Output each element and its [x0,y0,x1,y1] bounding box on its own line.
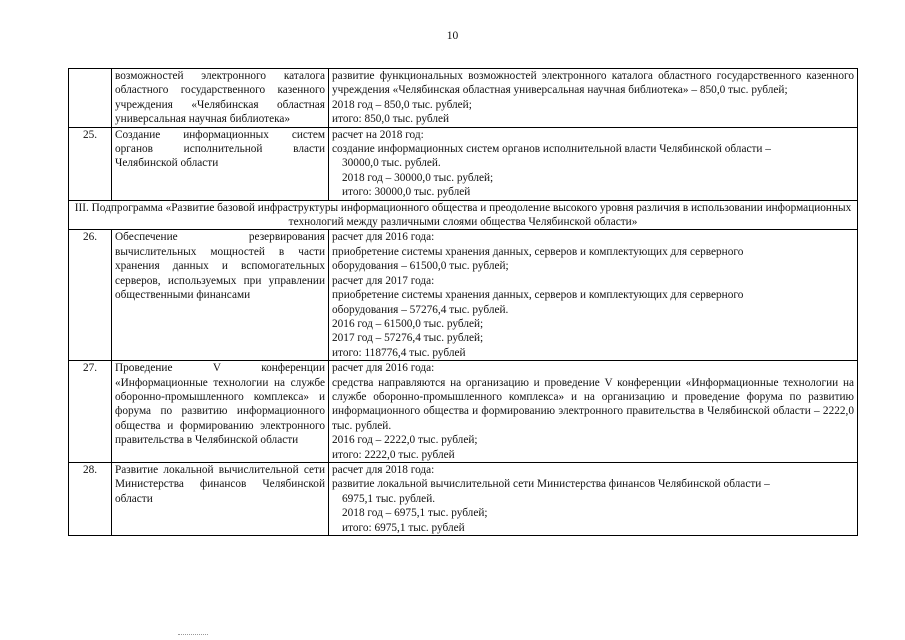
row-number-cell [69,69,112,128]
year-2018-amount: 2018 год – 850,0 тыс. рублей; [332,98,472,111]
measure-name: Создание информационных систем органов исполнительной власти Челябинской области [112,127,329,200]
measure-name-cell: возможностей электронного каталога областного государственного казенного учреждения «Челябинская областная универсальная научная библиотека» [112,69,329,128]
subprogram-heading: III. Подпрограмма «Развитие базовой инфраструктуры информационного общества и преодоление высокого уровня различия в использовании информационных технологий между различными слоями общества Челябинской области» [69,200,858,230]
calculation-amount-2016: оборудования – 61500,0 тыс. рублей; [332,260,509,273]
year-2017-amount: 2017 год – 57276,4 тыс. рублей; [332,332,484,345]
measure-name: Обеспечение резервирования вычислительных мощностей в части хранения данных и вспомогательных серверов, используемых при управлении общественными финансами [112,230,329,361]
calculation-amount: 6975,1 тыс. рублей. [342,492,436,505]
calculation-cell [329,230,858,361]
calculation-heading: расчет для 2018 года: [332,463,435,476]
row-number: 25. [69,127,112,200]
table-row-26 [69,230,858,361]
calculation-heading: расчет для 2016 года: [332,362,435,375]
calculation-description: развитие локальной вычислительной сети Министерства финансов Челябинской области – [332,478,770,491]
year-2018-amount: 2018 год – 30000,0 тыс. рублей; [342,171,494,184]
row-number: 27. [69,361,112,463]
total-amount: итого: 6975,1 тыс. рублей [342,521,465,534]
table-row-section [69,200,858,230]
calculation-cell [329,361,858,463]
measure-name: Развитие локальной вычислительной сети Министерства финансов Челябинской области [112,462,329,535]
calculation-description: развитие функциональных возможностей электронного каталога областного государственного казенного учреждения «Челябинская областная универсальная научная библиотека» – 850,0 тыс. рублей; [332,70,854,97]
calculation-heading-2016: расчет для 2016 года: [332,231,435,244]
calculation-cell [329,127,858,200]
calculation-cell [329,462,858,535]
calculation-heading-2017: расчет для 2017 года: [332,274,435,287]
year-2016-amount: 2016 год – 2222,0 тыс. рублей; [332,434,478,447]
table-row-continuation [69,69,858,128]
calculation-amount: 30000,0 тыс. рублей. [342,157,441,170]
footer-rule [178,634,208,635]
row-number: 26. [69,230,112,361]
table-row-25 [69,127,858,200]
budget-table [68,68,858,536]
measure-name: Проведение V конференции «Информационные технологии на службе оборонно-промышленного комплекса» и форума по развитию информационного общества и формированию электронного правительства в Челябинской области [112,361,329,463]
total-amount: итого: 118776,4 тыс. рублей [332,346,466,359]
total-amount: итого: 850,0 тыс. рублей [332,113,450,126]
table-row-27 [69,361,858,463]
calculation-description: средства направляются на организацию и проведение V конференции «Информационные технологии на службе оборонно-промышленного комплекса» и на организацию и проведение форума по развитию информационного общества и формированию электронного правительства в Челябинской области – 2222,0 тыс. рублей. [332,376,854,432]
year-2016-amount: 2016 год – 61500,0 тыс. рублей; [332,317,484,330]
total-amount: итого: 30000,0 тыс. рублей [342,186,471,199]
calculation-cell [329,69,858,128]
page-number: 10 [446,30,459,42]
calculation-heading: расчет на 2018 год: [332,128,424,141]
table-row-28 [69,462,858,535]
year-2018-amount: 2018 год – 6975,1 тыс. рублей; [342,507,488,520]
calculation-description-2017: приобретение системы хранения данных, серверов и комплектующих для серверного [332,289,744,302]
calculation-description-2016: приобретение системы хранения данных, серверов и комплектующих для серверного [332,245,744,258]
row-number: 28. [69,462,112,535]
calculation-amount-2017: оборудования – 57276,4 тыс. рублей. [332,303,509,316]
total-amount: итого: 2222,0 тыс. рублей [332,448,455,461]
calculation-description: создание информационных систем органов исполнительной власти Челябинской области – [332,143,771,156]
